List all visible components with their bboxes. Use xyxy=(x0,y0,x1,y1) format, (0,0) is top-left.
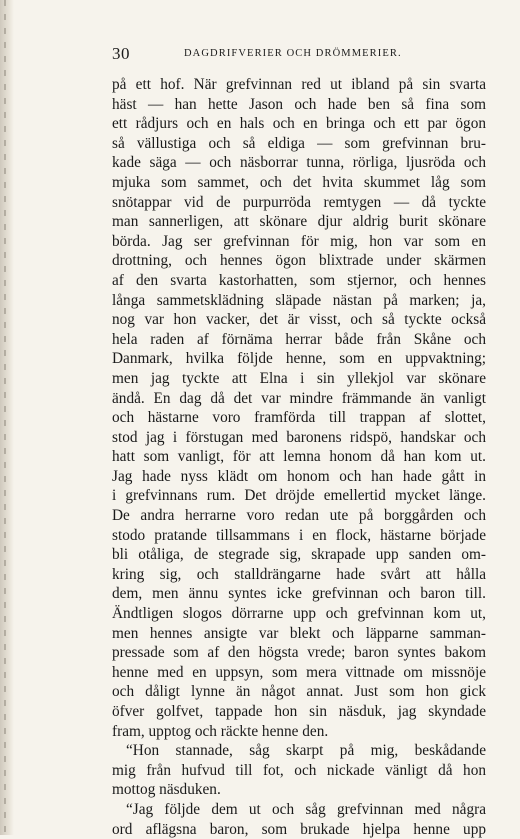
text-line: stod jag i förstugan med baronens ridspö, handskar och xyxy=(112,428,486,446)
text-line: af den svarta kastorhatten, som stjernor, och hennes xyxy=(112,271,486,289)
body-text xyxy=(112,75,486,839)
text-line: mottog näsduken. xyxy=(112,781,221,799)
text-line: långa sammetsklädning släpade nästan på marken; ja, xyxy=(112,291,486,309)
text-line: på ett hof. När grefvinnan red ut ibland på sin svarta xyxy=(112,76,486,93)
text-line: häst — han hette Jason och hade ben så fina som xyxy=(112,95,486,113)
text-line: i grefvinnans rum. Det dröjde emellertid mycket länge. xyxy=(112,487,486,505)
text-line: Jag hade nyss klädt om honom och han hade gått in xyxy=(112,467,486,485)
text-line: dem, men ännu syntes icke grefvinnan och baron till. xyxy=(112,585,486,603)
text-line: henne med en uppsyn, som mera vittnade om missnöje xyxy=(112,663,486,681)
text-line: “Jag följde dem ut och såg grefvinnan med några xyxy=(126,800,486,818)
page-number: 30 xyxy=(112,44,130,63)
text-line: fram, upptog och räckte henne den. xyxy=(112,722,329,740)
text-line: nog var hon vacker, det är visst, och så tyckte också xyxy=(112,311,486,329)
binding-edge xyxy=(0,0,14,835)
text-line: men jag tyckte att Elna i sin yllekjol var skönare xyxy=(112,369,486,387)
text-line: men hennes ansigte var blekt och läpparne samman- xyxy=(112,624,486,642)
text-line: och dåligt lynne än något annat. Just som hon gick xyxy=(112,683,486,701)
text-line: Ändtligen slogos dörrarne upp och grefvinnan kom ut, xyxy=(112,605,486,623)
text-line: Danmark, hvilka följde henne, som en uppvaktning; xyxy=(112,350,486,368)
text-line: och hästarne voro framförda till trappan af slottet, xyxy=(112,409,486,427)
text-line: hela raden af förnäma herrar både från Skåne och xyxy=(112,330,486,348)
text-line: De andra herrarne voro redan ute på borggården och xyxy=(112,507,486,525)
text-line: mjuka som sammet, och det hvita skummet låg som xyxy=(112,173,486,191)
text-line: börda. Jag ser grefvinnan för mig, hon var som en xyxy=(112,232,486,250)
text-line: “Hon stannade, såg skarpt på mig, beskådande xyxy=(126,742,486,760)
text-line: snötappar vid de purpurröda remtygen — då tyckte xyxy=(112,193,486,211)
text-line: kring sig, och stalldrängarne hade svårt att hålla xyxy=(112,565,486,583)
text-line: mig från hufvud till fot, och nickade vänligt då hon xyxy=(112,761,486,779)
text-line: så vällustiga och så eldiga — som grefvinnan bru- xyxy=(112,134,486,152)
text-line: pressade som af den högsta vrede; baron syntes bakom xyxy=(112,644,486,662)
text-line: öfver golfvet, tappade hon sin näsduk, jag skyndade xyxy=(112,703,486,720)
running-head xyxy=(112,44,488,66)
text-line: stodo pratande tillsammans i en flock, hästarne började xyxy=(112,526,486,544)
text-line: man sannerligen, att skönare djur aldrig burit skönare xyxy=(112,213,486,231)
text-line: ord aflägsna baron, som brukade hjelpa henne upp xyxy=(112,820,486,838)
text-line: ändå. En dag då det var mindre främmande än vanligt xyxy=(112,389,486,407)
text-line: ett rådjurs och en hals och en bringa och ett par ögon xyxy=(112,115,486,133)
text-line: bli otåliga, de stegrade sig, skrapade upp sanden om- xyxy=(112,546,486,564)
text-line: hatt som vanligt, för att lemna honom då han kom ut. xyxy=(112,448,486,466)
running-head-title: DAGDRIFVERIER OCH DRÖMMERIER. xyxy=(184,48,402,59)
text-line: drottning, och hennes ögon blixtrade under skärmen xyxy=(112,252,486,270)
text-line: kade säga — och näsborrar tunna, rörliga, ljusröda och xyxy=(112,154,486,172)
